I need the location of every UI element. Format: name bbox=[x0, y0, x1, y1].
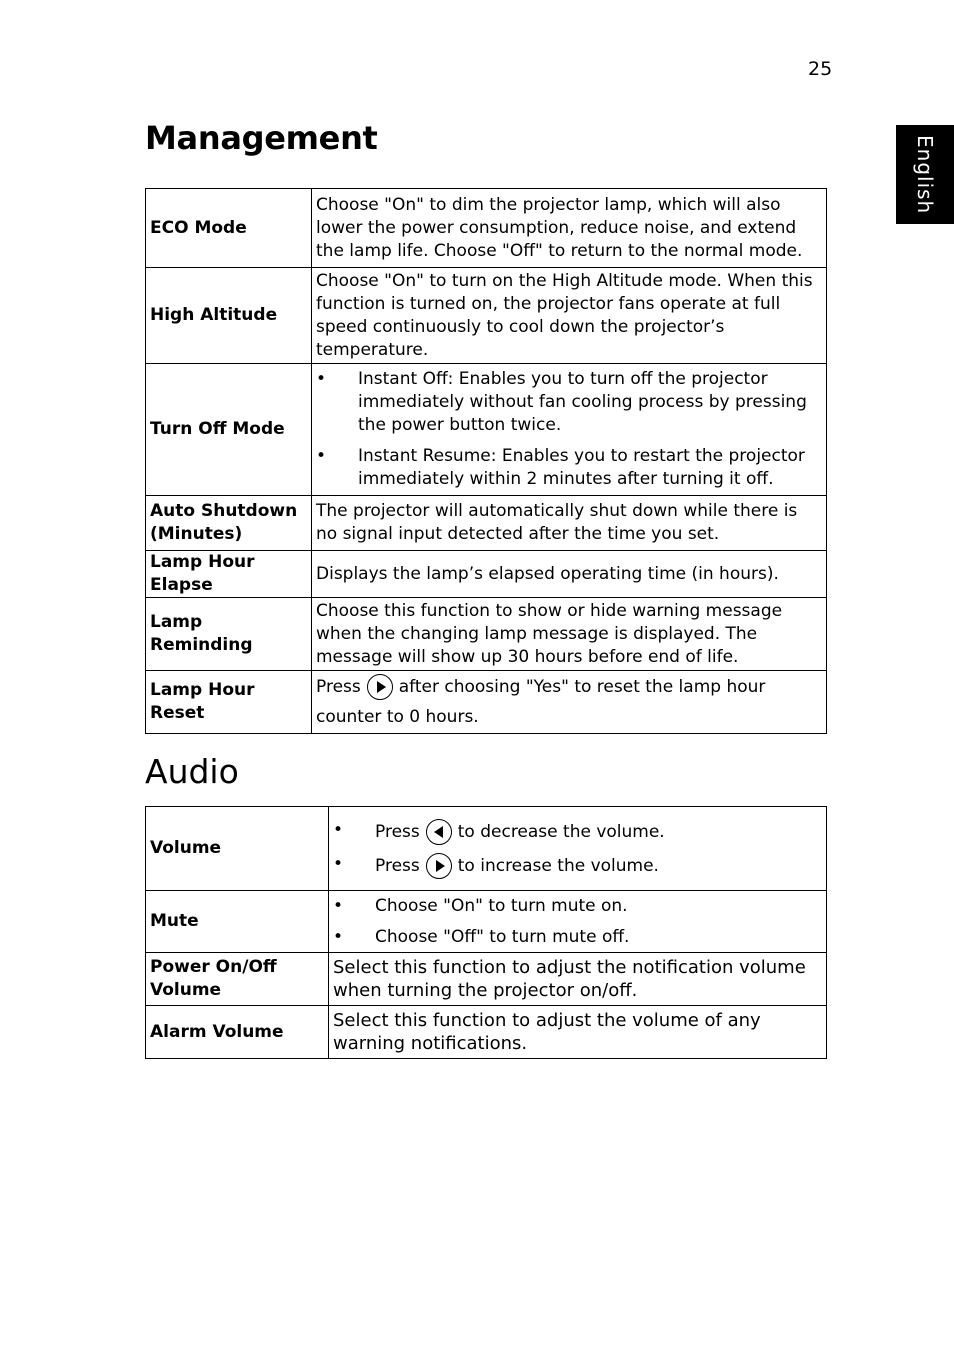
table-row bbox=[146, 598, 827, 671]
row-description: Choose "On" to dim the projector lamp, which will also lower the power consumption, reduce noise, and extend the lamp life. Choose "Off" to return to the normal mode. bbox=[312, 189, 827, 268]
table-row bbox=[146, 891, 827, 953]
row-description bbox=[312, 364, 827, 496]
language-tab bbox=[896, 125, 954, 224]
table-row bbox=[146, 671, 827, 734]
table-row bbox=[146, 268, 827, 364]
bullet-icon: • bbox=[333, 895, 344, 916]
row-label: Lamp Hour Reset bbox=[146, 671, 312, 734]
bullet-icon: • bbox=[333, 926, 344, 947]
management-section-title: Management bbox=[145, 119, 378, 157]
language-tab-label: English bbox=[913, 134, 937, 215]
bullet-icon: • bbox=[333, 853, 344, 874]
audio-table bbox=[145, 806, 827, 1059]
row-label: Alarm Volume bbox=[146, 1006, 329, 1059]
row-description bbox=[329, 891, 827, 953]
bullet-icon: • bbox=[316, 369, 327, 389]
list-item: • Instant Off: Enables you to turn off the projector immediately without fan cooling process by pressing the power button twice. bbox=[316, 369, 807, 435]
row-description: Select this function to adjust the volume of any warning notifications. bbox=[329, 1006, 827, 1059]
left-arrow-button-icon bbox=[426, 819, 452, 845]
right-arrow-button-icon bbox=[426, 853, 452, 879]
audio-section-title: Audio bbox=[145, 752, 239, 791]
row-description: Press after choosing "Yes" to reset the lamp hour counter to 0 hours. bbox=[312, 671, 827, 734]
row-label: Power On/Off Volume bbox=[146, 953, 329, 1006]
right-arrow-button-icon bbox=[367, 674, 393, 700]
list-item: • Press to increase the volume. bbox=[333, 853, 822, 879]
table-row bbox=[146, 1006, 827, 1059]
bullet-icon: • bbox=[316, 446, 327, 466]
row-label: High Altitude bbox=[146, 268, 312, 364]
row-description: Choose this function to show or hide warning message when the changing lamp message is displayed. The message will show up 30 hours before end of life. bbox=[312, 598, 827, 671]
table-row bbox=[146, 364, 827, 496]
row-label: Lamp Reminding bbox=[146, 598, 312, 671]
row-label: Turn Off Mode bbox=[146, 364, 312, 496]
table-row bbox=[146, 496, 827, 551]
row-label: ECO Mode bbox=[146, 189, 312, 268]
row-description: Displays the lamp’s elapsed operating time (in hours). bbox=[312, 551, 827, 598]
row-description bbox=[329, 807, 827, 891]
list-item: • Instant Resume: Enables you to restart the projector immediately within 2 minutes after turning it off. bbox=[316, 446, 805, 489]
management-table bbox=[145, 188, 827, 734]
table-row bbox=[146, 189, 827, 268]
table-row bbox=[146, 953, 827, 1006]
bullet-icon: • bbox=[333, 819, 344, 840]
row-description: The projector will automatically shut down while there is no signal input detected after the time you set. bbox=[312, 496, 827, 551]
list-item: • Choose "Off" to turn mute off. bbox=[333, 926, 630, 947]
row-label: Volume bbox=[146, 807, 329, 891]
row-description: Select this function to adjust the notification volume when turning the projector on/off. bbox=[329, 953, 827, 1006]
row-description: Choose "On" to turn on the High Altitude mode. When this function is turned on, the projector fans operate at full speed continuously to cool down the projector’s temperature. bbox=[312, 268, 827, 364]
list-item: • Press to decrease the volume. bbox=[333, 819, 822, 845]
row-label: Lamp Hour Elapse bbox=[146, 551, 312, 598]
list-item: • Choose "On" to turn mute on. bbox=[333, 895, 628, 916]
table-row bbox=[146, 807, 827, 891]
row-label: Auto Shutdown (Minutes) bbox=[146, 496, 312, 551]
page-number: 25 bbox=[808, 58, 833, 80]
table-row bbox=[146, 551, 827, 598]
row-label: Mute bbox=[146, 891, 329, 953]
